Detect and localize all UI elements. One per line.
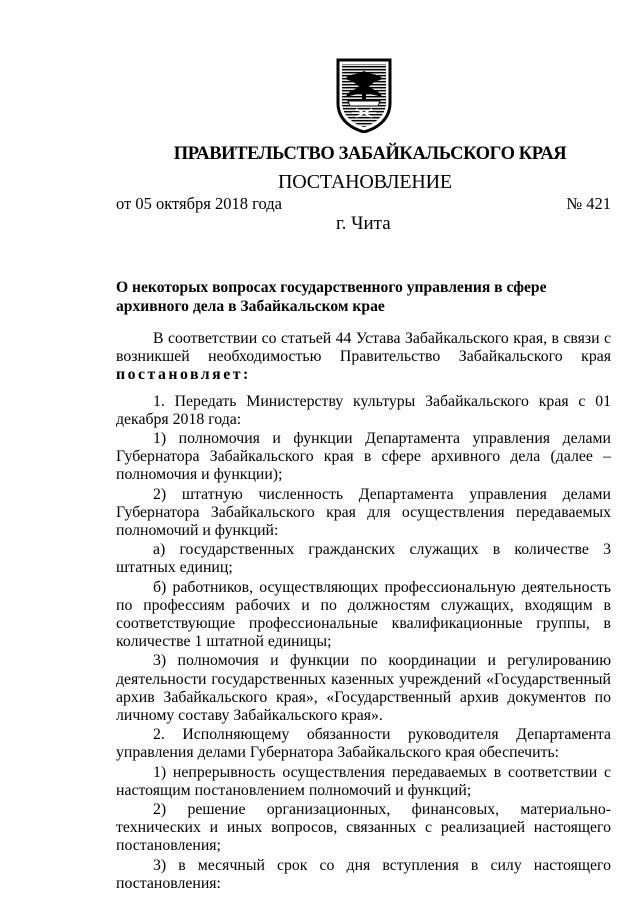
preamble-text: В соответствии со статьей 44 Устава Забайкальского края, в связи с возникшей необходимостью Правительство Забайкальского края bbox=[116, 330, 611, 366]
paragraph-1-1: 1) полномочия и функции Департамента управления делами Губернатора Забайкальского края в сфере архивного дела (далее – полномочия и функции); bbox=[116, 430, 611, 484]
city: г. Чита bbox=[336, 213, 391, 234]
preamble-keyword: постановляет: bbox=[116, 366, 251, 384]
decree-subject: О некоторых вопросах государственного управления в сфере архивного дела в Забайкальском крае bbox=[116, 279, 547, 315]
paragraph-2-2: 2) решение организационных, финансовых, материально-технических и иных вопросов, связанных с реализацией настоящего постановления; bbox=[116, 801, 611, 855]
paragraph-1-2-a: а) государственных гражданских служащих в количестве 3 штатных единиц; bbox=[116, 541, 611, 577]
paragraph-1: 1. Передать Министерству культуры Забайкальского края с 01 декабря 2018 года: bbox=[116, 392, 611, 428]
paragraph-2-3: 3) в месячный срок со дня вступления в силу настоящего постановления: bbox=[116, 856, 611, 892]
decree-body bbox=[116, 330, 611, 893]
coat-of-arms-emblem bbox=[334, 57, 394, 133]
government-title: ПРАВИТЕЛЬСТВО ЗАБАЙКАЛЬСКОГО КРАЯ bbox=[173, 144, 567, 164]
paragraph-2: 2. Исполняющему обязанности руководителя Департамента управления делами Губернатора Забайкальского края обеспечить: bbox=[116, 726, 611, 762]
decree-number: № 421 bbox=[566, 194, 611, 213]
paragraph-1-2: 2) штатную численность Департамента управления делами Губернатора Забайкальского края для осуществления передаваемых полномочий и функций: bbox=[116, 485, 611, 540]
paragraph-1-3: 3) полномочия и функции по координации и регулированию деятельности государственных казенных учреждений «Государственный архив Забайкальского края», «Государственный архив документов по личному составу Забайкальского края». bbox=[116, 652, 611, 725]
preamble bbox=[116, 330, 611, 385]
document-type: ПОСТАНОВЛЕНИЕ bbox=[278, 171, 452, 193]
paragraph-2-1: 1) непрерывность осуществления передаваемых в соответствии с настоящим постановлением полномочий и функций; bbox=[116, 763, 611, 799]
decree-date: от 05 октября 2018 года bbox=[116, 194, 282, 213]
paragraph-1-2-b: б) работников, осуществляющих профессиональную деятельность по профессиям рабочих и по должностям служащих, входящим в соответствующие профессиональные квалификационные группы, в количестве 1 штатной единицы; bbox=[116, 578, 611, 651]
